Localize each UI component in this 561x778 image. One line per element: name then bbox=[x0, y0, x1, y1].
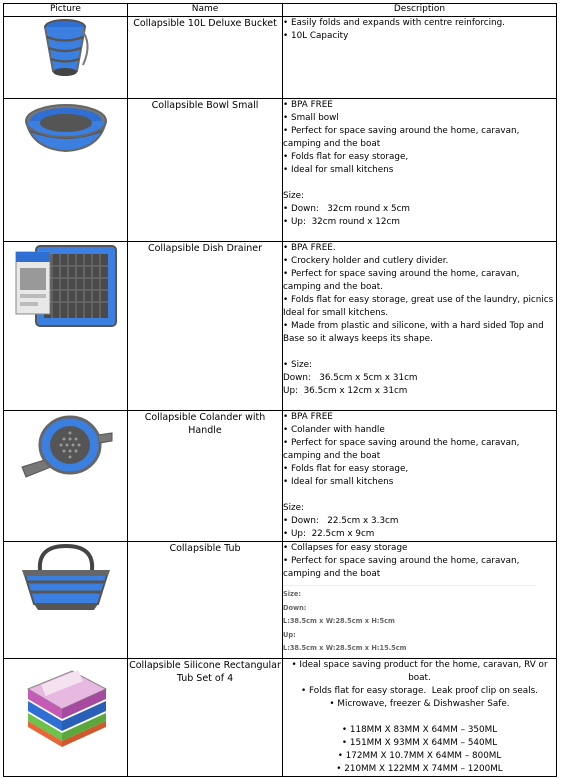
desc-line: Size: bbox=[283, 191, 305, 201]
collapsible-dish-drainer-image bbox=[12, 242, 120, 334]
product-description bbox=[283, 17, 557, 99]
desc-line: • Collapses for easy storage bbox=[283, 543, 408, 553]
product-name: Collapsible 10L Deluxe Bucket bbox=[128, 17, 283, 99]
product-description bbox=[283, 411, 557, 542]
product-name: Collapsible Bowl Small bbox=[128, 99, 283, 242]
desc-line: • Perfect for space saving around the home, caravan, camping and the boat bbox=[283, 126, 523, 149]
product-table bbox=[3, 3, 557, 777]
picture-cell bbox=[4, 542, 128, 659]
picture-cell bbox=[4, 242, 128, 411]
desc-line: • Ideal space saving product for the home, caravan, RV or boat. bbox=[291, 660, 551, 683]
product-description bbox=[283, 659, 557, 777]
product-description bbox=[283, 99, 557, 242]
desc-line: • 10L Capacity bbox=[283, 31, 349, 41]
product-name: Collapsible Tub bbox=[128, 542, 283, 659]
desc-line: • Perfect for space saving around the home, caravan, camping and the boat. bbox=[283, 269, 523, 292]
desc-line: • 172MM X 10.7MM X 64MM – 800ML bbox=[337, 751, 502, 761]
table-row bbox=[4, 242, 557, 411]
desc-line: • Folds flat for easy storage, great use of the laundry, picnics Ideal for small kitchens. bbox=[283, 295, 557, 318]
desc-line: • 118MM X 83MM X 64MM – 350ML bbox=[341, 725, 498, 735]
desc-line: • Microwave, freezer & Dishwasher Safe. bbox=[329, 699, 510, 709]
picture-cell bbox=[4, 17, 128, 99]
table-row bbox=[4, 659, 557, 777]
desc-line: • Easily folds and expands with centre reinforcing. bbox=[283, 18, 505, 28]
size-line: Down: bbox=[283, 603, 307, 612]
desc-line: • 210MM X 122MM X 74MM – 1200ML bbox=[336, 764, 503, 774]
table-row bbox=[4, 17, 557, 99]
desc-line: • Colander with handle bbox=[283, 425, 385, 435]
desc-line: • Crockery holder and cutlery divider. bbox=[283, 256, 449, 266]
header-description: Description bbox=[283, 4, 557, 17]
product-name: Collapsible Dish Drainer bbox=[128, 242, 283, 411]
desc-line: • Perfect for space saving around the home, caravan, camping and the boat bbox=[283, 556, 523, 579]
size-line: L:38.5cm x W:28.5cm x H:15.5cm bbox=[283, 644, 407, 652]
collapsible-bowl-image bbox=[22, 99, 110, 159]
desc-line bbox=[283, 346, 556, 359]
desc-line: • Size: bbox=[283, 360, 313, 370]
desc-line: • BPA FREE bbox=[283, 100, 333, 110]
silicone-tub-set-image bbox=[20, 659, 112, 749]
desc-line: • 151MM X 93MM X 64MM – 540ML bbox=[341, 738, 498, 748]
desc-line bbox=[283, 711, 556, 724]
product-description bbox=[283, 242, 557, 411]
header-picture: Picture bbox=[4, 4, 128, 17]
product-name: Collapsible Colander with Handle bbox=[128, 411, 283, 542]
desc-line: • Ideal for small kitchens bbox=[283, 165, 394, 175]
desc-line: • BPA FREE bbox=[283, 412, 333, 422]
product-name: Collapsible Silicone Rectangular Tub Set of 4 bbox=[128, 659, 283, 777]
desc-line: • Up: 32cm round x 12cm bbox=[283, 217, 400, 227]
header-name: Name bbox=[128, 4, 283, 17]
table-row bbox=[4, 542, 557, 659]
divider bbox=[283, 585, 536, 586]
desc-line: Down: 36.5cm x 5cm x 31cm bbox=[283, 373, 418, 383]
picture-cell bbox=[4, 99, 128, 242]
desc-line: • Made from plastic and silicone, with a hard sided Top and Base so it always keeps its shape. bbox=[283, 321, 547, 344]
desc-line: • Small bowl bbox=[283, 113, 339, 123]
table-row bbox=[4, 99, 557, 242]
desc-line: • Down: 32cm round x 5cm bbox=[283, 204, 411, 214]
desc-line: Size: bbox=[283, 503, 305, 513]
desc-line bbox=[283, 489, 556, 502]
picture-cell bbox=[4, 659, 128, 777]
desc-line: • Ideal for small kitchens bbox=[283, 477, 394, 487]
desc-line: • Folds flat for easy storage, bbox=[283, 152, 409, 162]
collapsible-bucket-image bbox=[31, 17, 101, 83]
collapsible-colander-image bbox=[14, 411, 118, 487]
desc-line: • Folds flat for easy storage, bbox=[283, 464, 409, 474]
picture-cell bbox=[4, 411, 128, 542]
desc-line: Up: 36.5cm x 12cm x 31cm bbox=[283, 386, 408, 396]
desc-line bbox=[283, 177, 556, 190]
desc-line: • BPA FREE. bbox=[283, 243, 336, 253]
size-line: L:38.5cm x W:28.5cm x H:5cm bbox=[283, 617, 395, 625]
size-line: Size: bbox=[283, 590, 301, 598]
table-row bbox=[4, 411, 557, 542]
collapsible-tub-image bbox=[18, 542, 114, 616]
desc-line: • Up: 22.5cm x 9cm bbox=[283, 529, 375, 539]
size-line: Up: bbox=[283, 630, 296, 639]
desc-line: • Perfect for space saving around the home, caravan, camping and the boat bbox=[283, 438, 523, 461]
header-row bbox=[4, 4, 557, 17]
product-description bbox=[283, 542, 557, 659]
desc-line: • Down: 22.5cm x 3.3cm bbox=[283, 516, 399, 526]
desc-line: • Folds flat for easy storage. Leak proof clip on seals. bbox=[301, 686, 538, 696]
